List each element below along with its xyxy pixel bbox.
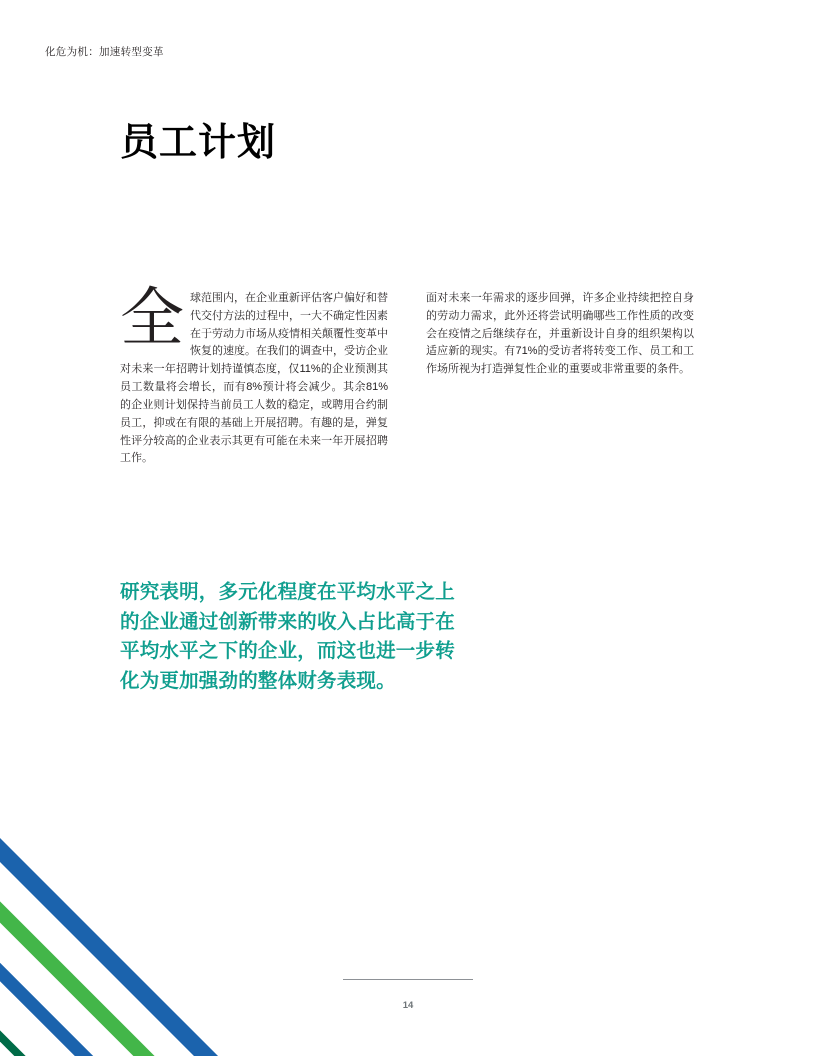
body-columns <box>120 282 695 468</box>
body-column-left <box>120 282 388 468</box>
page-title: 员工计划 <box>120 122 277 165</box>
body-column-right <box>426 290 694 468</box>
body-paragraph-right: 面对未来一年需求的逐步回弹，许多企业持续把控自身的劳动力需求，此外还将尝试明确哪些工作性质的改变会在疫情之后继续存在，并重新设计自身的组织架构以适应新的现实。有71%的受访者将转变工作、员工和工作场所视为打造弹复性企业的重要或非常重要的条件。 <box>426 292 694 376</box>
body-paragraph-left: 球范围内，在企业重新评估客户偏好和替代交付方法的过程中，一大不确定性因素在于劳动力市场从疫情相关颠覆性变革中恢复的速度。在我们的调查中，受访企业对未来一年招聘计划持谨慎态度，仅11%的企业预测其员工数量将会增长，而有8%预计将会减少。其余81%的企业则计划保持当前员工人数的稳定，或聘用合约制员工，抑或在有限的基础上开展招聘。有趣的是，弹复性评分较高的企业表示其更有可能在未来一年开展招聘工作。 <box>120 292 388 465</box>
decorative-corner-stripes <box>0 786 300 1056</box>
page-number: 14 <box>402 1000 414 1011</box>
running-header: 化危为机：加速转型变革 <box>45 46 164 58</box>
drop-cap: 全 <box>120 282 184 354</box>
footer-divider <box>343 979 473 980</box>
pull-quote: 研究表明，多元化程度在平均水平之上的企业通过创新带来的收入占比高于在平均水平之下的企业，而这也进一步转化为更加强劲的整体财务表现。 <box>120 581 455 692</box>
